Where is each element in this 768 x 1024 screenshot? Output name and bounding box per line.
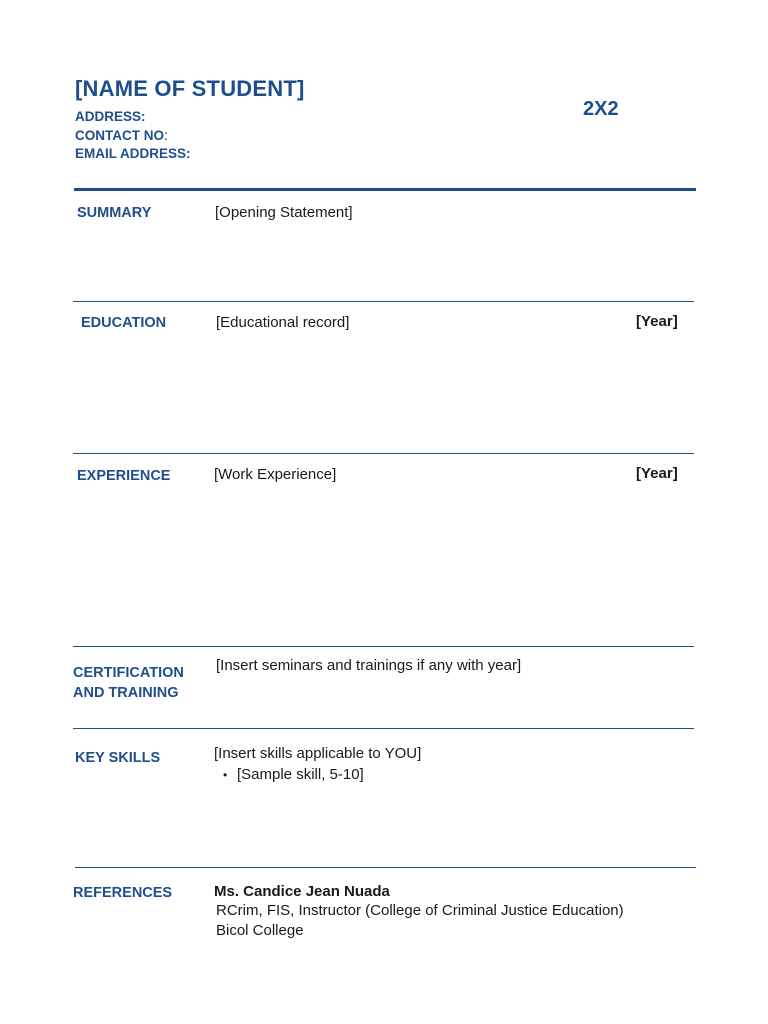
summary-text: [Opening Statement] <box>215 204 353 221</box>
skills-heading: KEY SKILLS <box>75 750 161 766</box>
student-name: [NAME OF STUDENT] <box>75 76 305 101</box>
certification-text: [Insert seminars and trainings if any with year] <box>216 657 522 674</box>
header-divider <box>74 188 696 191</box>
skills-divider <box>75 867 696 868</box>
photo-placeholder: 2X2 <box>583 98 619 120</box>
references-heading: REFERENCES <box>73 885 173 901</box>
education-divider <box>73 453 694 454</box>
certification-heading-line2: AND TRAINING <box>73 685 179 701</box>
address-label: ADDRESS: <box>75 109 146 124</box>
experience-year: [Year] <box>636 465 678 482</box>
experience-text: [Work Experience] <box>214 466 337 483</box>
reference-title: RCrim, FIS, Instructor (College of Criminal Justice Education) <box>216 902 624 919</box>
contact-label <box>75 128 168 143</box>
education-text: [Educational record] <box>216 314 350 331</box>
contact-label-colon: : <box>164 128 168 143</box>
summary-heading: SUMMARY <box>77 205 152 221</box>
bullet-icon: • <box>223 768 228 782</box>
email-label: EMAIL ADDRESS: <box>75 146 191 161</box>
summary-divider <box>73 301 694 302</box>
education-heading: EDUCATION <box>81 315 167 331</box>
skills-text: [Insert skills applicable to YOU] <box>214 745 422 762</box>
skills-list <box>215 765 364 785</box>
list-item <box>215 765 364 785</box>
education-year: [Year] <box>636 313 678 330</box>
reference-name: Ms. Candice Jean Nuada <box>214 883 390 900</box>
experience-heading: EXPERIENCE <box>77 468 171 484</box>
certification-divider <box>73 728 694 729</box>
reference-organization: Bicol College <box>216 922 304 939</box>
skill-item-text: [Sample skill, 5-10] <box>237 766 364 783</box>
certification-heading <box>73 663 184 703</box>
contact-label-text: CONTACT NO <box>75 128 164 143</box>
experience-divider <box>73 646 694 647</box>
certification-heading-line1: CERTIFICATION <box>73 665 184 681</box>
